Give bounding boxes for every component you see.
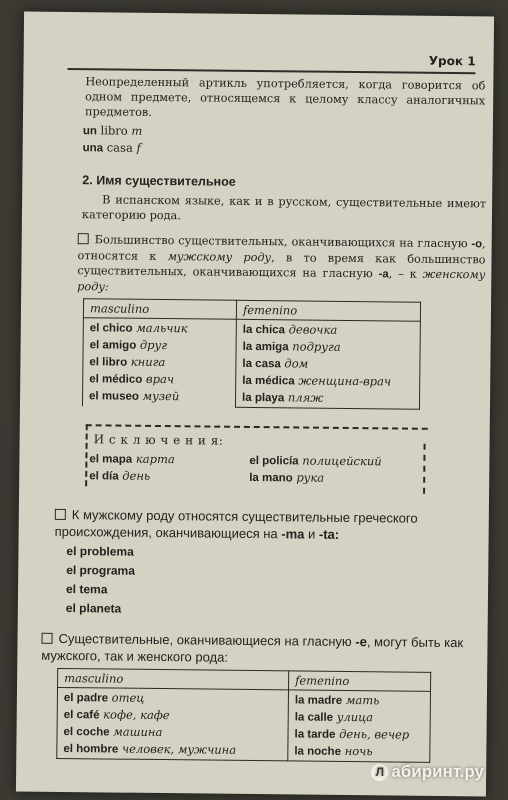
checkbox-icon: [78, 233, 89, 244]
watermark-text: абиринт.ру: [391, 762, 484, 781]
list-item: el tema: [65, 582, 108, 597]
page-header: [67, 52, 475, 74]
example-gender: f: [136, 140, 141, 155]
example-row: [83, 139, 143, 157]
list-item: el programa: [66, 563, 136, 578]
rule-1: [77, 232, 486, 298]
example-word: libro: [100, 123, 128, 138]
ending-a: -a: [378, 268, 389, 281]
example-article: un: [82, 125, 97, 138]
rule-1-text: , в то время как большинство существительных, оканчивающихся на гласную: [77, 251, 486, 281]
list-item: el planeta: [65, 601, 122, 616]
rule-1-text: , относятся к: [77, 237, 486, 264]
gender-table-1: [82, 298, 421, 410]
section-lead: В испанском языке, как и в русском, существительные имеют категорию рода.: [81, 193, 487, 223]
labirint-logo-icon: Л: [371, 764, 388, 781]
gender-table-2: [56, 668, 431, 763]
checkbox-icon: [55, 509, 66, 520]
exception-item: el policía полицейский: [249, 453, 382, 469]
table-row: [82, 318, 420, 410]
exception-item: la mano рука: [249, 470, 325, 485]
list-item: el problema: [66, 544, 134, 559]
column-femenino: femenino: [289, 671, 431, 691]
feminine-gender: женскому роду:: [77, 267, 486, 294]
feminine-cell: la madre мать la calle улица la tarde день, вечер la noche ночь: [288, 690, 431, 762]
section-title-text: 2. Имя существительное: [82, 173, 236, 189]
masculine-gender: мужскому роду: [167, 250, 272, 265]
masculine-cell: el padre отец el café кофе, кафе el coche машина el hombre человек, мужчина: [57, 687, 289, 760]
feminine-cell: la chica девочка la amiga подруга la casa дом la médica женщина-врач la playa пляж: [235, 319, 420, 409]
example-row: [83, 122, 143, 140]
exception-item: el mapa карта: [89, 451, 175, 467]
rule-2: К мужскому роду относятся существительные греческого происхождения, оканчивающиеся на -ma и -ta:: [54, 507, 418, 542]
exception-item: el día день: [89, 468, 151, 483]
example-article: una: [82, 142, 104, 155]
masculine-cell: el chico мальчик el amigo друг el libro книга el médico врач el museo музей: [82, 318, 236, 408]
watermark: [371, 762, 484, 782]
table-row: [57, 687, 431, 762]
rule-2-text: К мужскому роду относятся существительные греческого происхождения, оканчивающиеся на: [54, 507, 418, 542]
section-title: [82, 172, 236, 189]
greek-words-list: [66, 542, 135, 619]
column-femenino: femenino: [236, 300, 420, 321]
example-word: casa: [106, 140, 133, 155]
column-masculino: masculino: [83, 299, 236, 320]
exceptions-title: И с к л ю ч е н и я:: [93, 432, 224, 448]
rule-1-text: , – к: [388, 267, 423, 281]
rule-3: Существительные, оканчивающиеся на гласную -e, могут быть как мужского, так и женского рода:: [41, 630, 464, 665]
ending-o: -o: [471, 238, 483, 251]
column-masculino: masculino: [58, 668, 289, 689]
intro-examples: [83, 122, 143, 157]
lesson-title: Урок 1: [428, 53, 476, 69]
intro-paragraph: Неопределенный артикль употребляется, когда говорится об одном предмете, относящемся к целому классу аналогичных предметов.: [84, 75, 486, 119]
rule-1-text: Большинство существительных, оканчивающихся на гласную: [94, 233, 472, 251]
example-gender: m: [131, 123, 143, 138]
checkbox-icon: [41, 633, 52, 644]
book-page: [16, 12, 494, 797]
